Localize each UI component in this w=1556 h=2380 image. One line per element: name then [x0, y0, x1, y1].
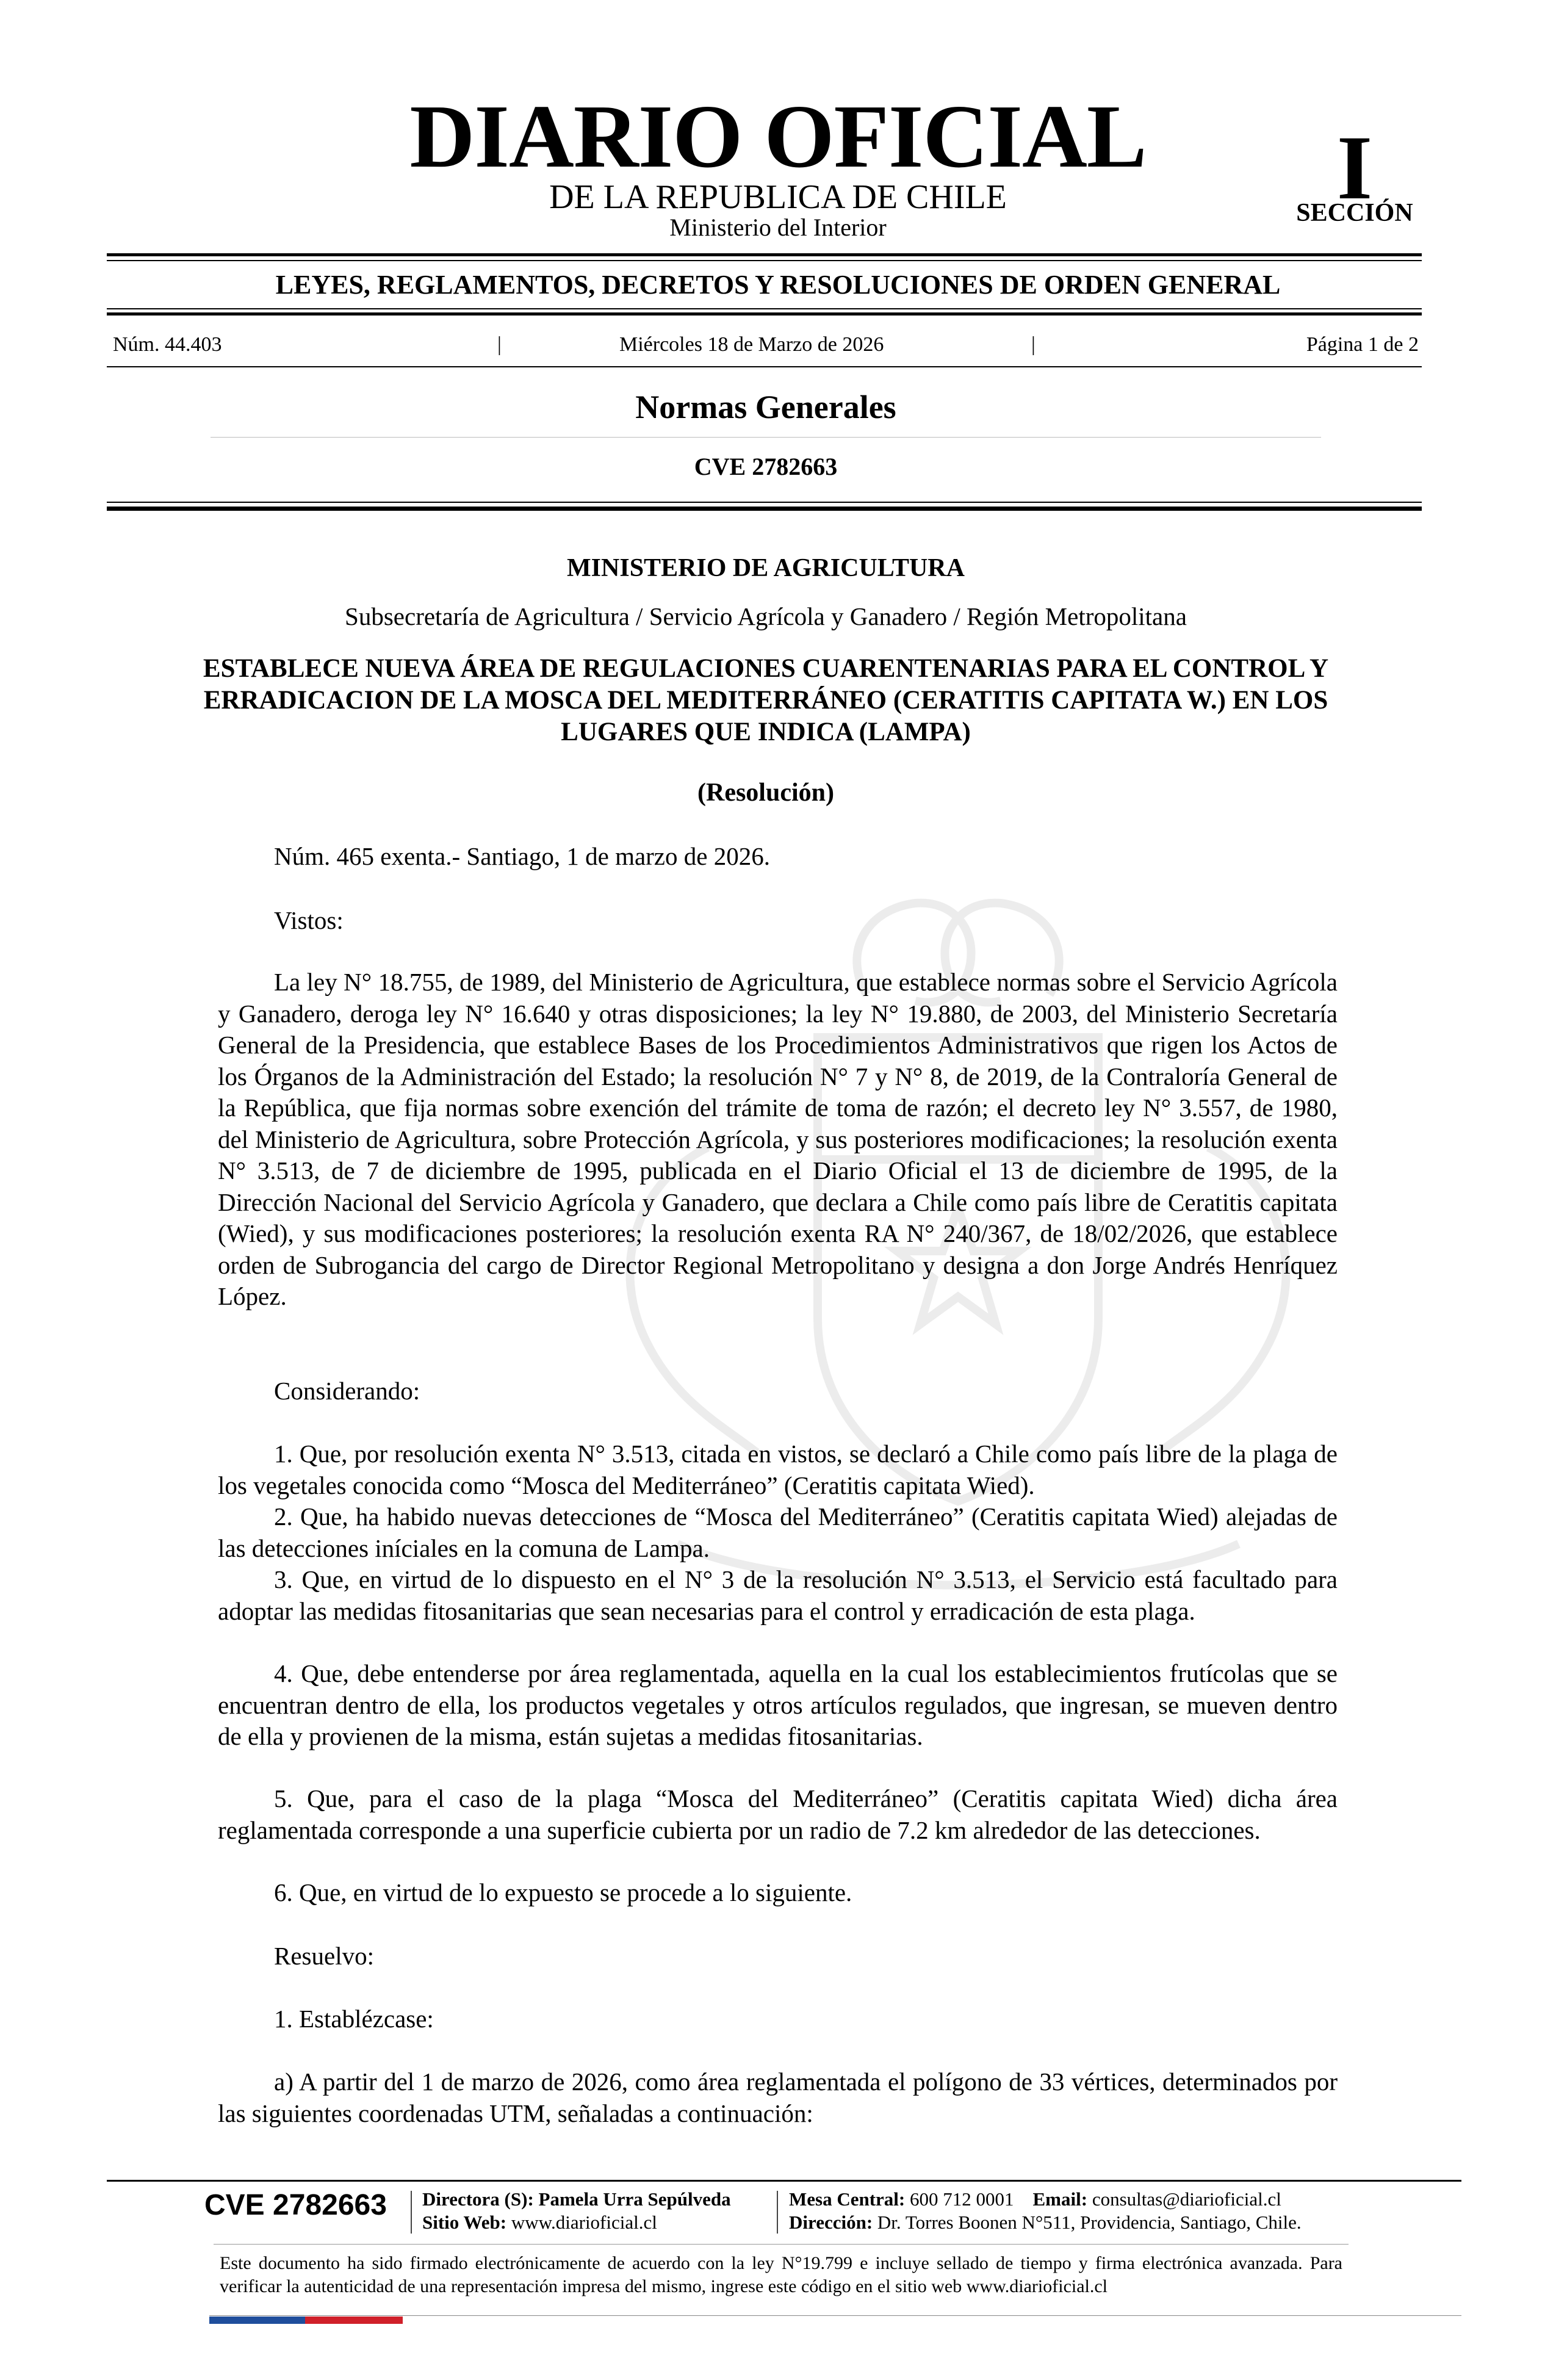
direccion-label: Dirección: — [789, 2212, 873, 2233]
ministry-heading: MINISTERIO DE AGRICULTURA — [567, 554, 965, 582]
masthead-ministry: Ministerio del Interior — [669, 214, 887, 241]
considerando-item: 3. Que, en virtud de lo dispuesto en el N° 3 de la resolución N° 3.513, el Servicio está facultado para adoptar las medidas fitosanitarias que sean necesarias para el control y erradicación de esta plaga. — [218, 1565, 1338, 1625]
flag-stripe-blue — [209, 2317, 305, 2324]
masthead-title: DIARIO OFICIAL — [409, 87, 1147, 187]
considerando-item: 5. Que, para el caso de la plaga “Mosca del Mediterráneo” (Ceratitis capitata Wied) dicha área reglamentada corresponde a una superficie cubierta por un radio de 7.2 km alrededor de las detecciones. — [218, 1784, 1338, 1844]
considerando-item: 6. Que, en virtud de lo expuesto se procede a lo siguiente. — [274, 1878, 852, 1906]
considerando-item: 4. Que, debe entenderse por área reglamentada, aquella en la cual los establecimientos frutícolas que se encuentran dentro de ella, los productos vegetales y otros artículos regulados, que ingresan, se mueven dentro de ella y provienen de la misma, están sujetas a medidas fitosanitarias. — [218, 1659, 1338, 1750]
web-label: Sitio Web: — [422, 2212, 507, 2233]
web-link[interactable]: www.diarioficial.cl — [511, 2212, 657, 2233]
email-label: Email: — [1032, 2188, 1088, 2210]
document-title: ESTABLECE NUEVA ÁREA DE REGULACIONES CUARENTENARIAS PARA EL CONTROL Y ERRADICACION DE LA MOSCA DEL MEDITERRÁNEO (CERATITIS CAPITATA W.) EN LOS LUGARES QUE INDICA (LAMPA) — [203, 654, 1329, 746]
issue-date: Miércoles 18 de Marzo de 2026 — [619, 333, 884, 356]
issue-separator: | — [497, 333, 502, 356]
direccion-value: Dr. Torres Boonen N°511, Providencia, Santiago, Chile. — [877, 2212, 1302, 2233]
signature-note: Este documento ha sido firmado electrónicamente de acuerdo con la ley N°19.799 e incluye sellado de tiempo y firma electrónica avanzada. Para verificar la autenticidad de una representación impresa del mismo, ingrese este código en el sitio web www.diarioficial.cl — [220, 2253, 1342, 2296]
issue-separator: | — [1031, 333, 1036, 356]
section-number: I — [1336, 117, 1373, 218]
flag-stripe-red — [305, 2317, 403, 2324]
directora-label: Directora (S): — [422, 2188, 534, 2210]
considerando-item: 2. Que, ha habido nuevas detecciones de “Mosca del Mediterráneo” (Ceratitis capitata Wied) alejadas de las detecciones iníciales en la comuna de Lampa. — [218, 1502, 1338, 1562]
subsecretaria-line: Subsecretaría de Agricultura / Servicio Agrícola y Ganadero / Región Metropolitana — [345, 602, 1187, 630]
issue-number: Núm. 44.403 — [113, 333, 222, 356]
footer-rule — [107, 2180, 1461, 2182]
cve-rule — [107, 507, 1422, 511]
cve-rule-thin — [107, 502, 1422, 503]
mesa-label: Mesa Central: — [789, 2188, 906, 2210]
resolution-number: Núm. 465 exenta.- Santiago, 1 de marzo de 2026. — [274, 842, 770, 870]
page-number: Página 1 de 2 — [1306, 333, 1419, 356]
footer-cve-code: CVE 2782663 — [204, 2189, 387, 2221]
footer-divider — [411, 2191, 412, 2234]
vistos-label: Vistos: — [274, 906, 344, 934]
header-rule-top-thin — [107, 260, 1422, 261]
considerando-item: 1. Que, por resolución exenta N° 3.513, citada en vistos, se declaró a Chile como país libre de la plaga de los vegetales conocida como “Mosca del Mediterráneo” (Ceratitis capitata Wied). — [218, 1440, 1338, 1499]
category-rule-thin — [107, 308, 1422, 309]
cve-code: CVE 2782663 — [694, 453, 838, 480]
section-title: Normas Generales — [635, 389, 896, 425]
footer-contacts-left — [422, 2188, 731, 2234]
resuelvo-subitem: a) A partir del 1 de marzo de 2026, como área reglamentada el polígono de 33 vértices, determinados por las siguientes coordenadas UTM, señaladas a continuación: — [218, 2068, 1338, 2127]
considerando-label: Considerando: — [274, 1377, 420, 1405]
header-rule-top — [107, 253, 1422, 256]
resuelvo-label: Resuelvo: — [274, 1942, 374, 1970]
masthead-subtitle: DE LA REPUBLICA DE CHILE — [549, 178, 1007, 216]
footer-contacts-right — [789, 2188, 1302, 2234]
directora-value: Pamela Urra Sepúlveda — [538, 2188, 731, 2210]
mesa-value: 600 712 0001 — [910, 2188, 1014, 2210]
footer-bottom-rule — [209, 2315, 1461, 2316]
vistos-paragraph: La ley N° 18.755, de 1989, del Ministerio de Agricultura, que establece normas sobre el Servicio Agrícola y Ganadero, deroga ley N° 16.640 y otras disposiciones; la ley N° 19.880, de 2003, del Ministerio Secretaría General de la Presidencia, que establece Bases de los Procedimientos Administrativos que rigen los Actos de los Órganos de la Administración del Estado; la resolución N° 7 y N° 8, de 2019, de la Contraloría General de la República, que fija normas sobre exención del trámite de toma de razón; el decreto ley N° 3.557, de 1980, del Ministerio de Agricultura, sobre Protección Agrícola, y sus posteriores modificaciones; la resolución exenta N° 3.513, de 7 de diciembre de 1995, publicada en el Diario Oficial el 13 de diciembre de 1995, de la Dirección Nacional del Servicio Agrícola y Ganadero, que declara a Chile como país libre de Ceratitis capitata (Wied), y sus modificaciones posteriores; la resolución exenta RA N° 240/367, de 18/02/2026, que establece orden de Subrogancia del cargo de Director Regional Metropolitano y designa a don Jorge Andrés Henríquez López. — [218, 968, 1338, 1310]
email-link[interactable]: consultas@diarioficial.cl — [1092, 2188, 1281, 2210]
resuelvo-item: 1. Establézcase: — [274, 2005, 434, 2033]
footer-divider — [777, 2191, 778, 2234]
category-heading: LEYES, REGLAMENTOS, DECRETOS Y RESOLUCIONES DE ORDEN GENERAL — [275, 270, 1281, 300]
issue-bar-rule — [107, 366, 1422, 367]
section-label: SECCIÓN — [1296, 199, 1413, 227]
section-title-rule — [211, 437, 1321, 438]
footer-note-rule — [214, 2244, 1349, 2245]
document-type: (Resolución) — [697, 779, 834, 807]
category-rule — [107, 312, 1422, 316]
